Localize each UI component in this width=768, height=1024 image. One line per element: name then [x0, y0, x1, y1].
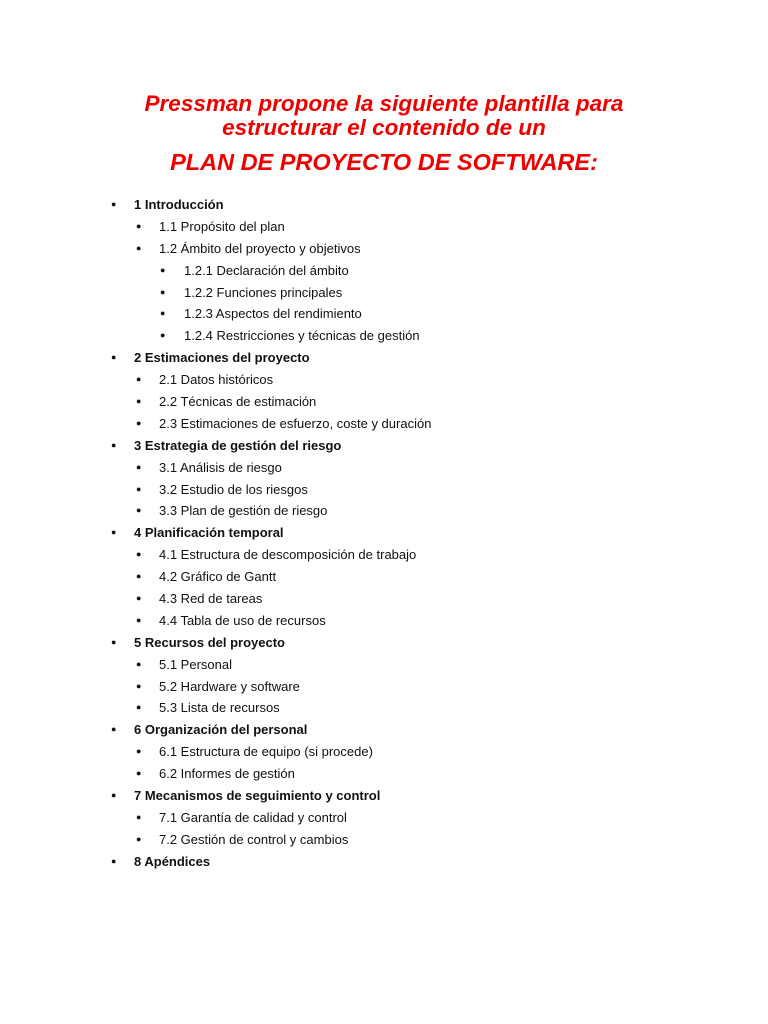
bullet-icon: ●	[136, 593, 142, 604]
outline-item-level-2	[0, 588, 768, 610]
outline-item-level-2	[0, 741, 768, 763]
bullet-icon: ●	[136, 483, 142, 494]
outline-item-level-1	[0, 194, 768, 216]
outline-item-label: 2.2 Técnicas de estimación	[159, 394, 317, 410]
outline-item-label: 5 Recursos del proyecto	[134, 634, 285, 650]
outline-item-level-1	[0, 435, 768, 457]
bullet-icon: ●	[136, 658, 142, 669]
bullet-icon: ●	[160, 330, 166, 341]
bullet-icon: ●	[136, 242, 142, 253]
outline-item-label: 7.2 Gestión de control y cambios	[159, 831, 349, 847]
outline-item-level-2	[0, 479, 768, 501]
outline-item-label: 1.2.3 Aspectos del rendimiento	[184, 306, 362, 322]
outline-item-level-2	[0, 763, 768, 785]
outline-item-label: 5.1 Personal	[159, 656, 232, 672]
outline-item-level-2	[0, 676, 768, 698]
bullet-icon: ●	[160, 308, 166, 319]
outline-item-level-2	[0, 807, 768, 829]
outline-item-level-3	[0, 260, 768, 282]
bullet-icon: ●	[111, 724, 117, 735]
outline-item-label: 1.2.4 Restricciones y técnicas de gestión	[184, 328, 420, 344]
bullet-icon: ●	[136, 833, 142, 844]
outline-item-level-3	[0, 282, 768, 304]
outline-item-level-2	[0, 829, 768, 851]
bullet-icon: ●	[136, 220, 142, 231]
outline-item-label: 2.1 Datos históricos	[159, 372, 274, 388]
outline-item-label: 4.2 Gráfico de Gantt	[159, 569, 277, 585]
bullet-icon: ●	[136, 680, 142, 691]
bullet-icon: ●	[136, 768, 142, 779]
outline-item-level-1	[0, 632, 768, 654]
bullet-icon: ●	[136, 374, 142, 385]
outline-item-level-2	[0, 610, 768, 632]
bullet-icon: ●	[111, 527, 117, 538]
outline-list	[0, 194, 768, 873]
outline-item-label: 2 Estimaciones del proyecto	[134, 350, 310, 366]
outline-item-level-2	[0, 654, 768, 676]
outline-item-label: 3.3 Plan de gestión de riesgo	[159, 503, 328, 519]
bullet-icon: ●	[136, 746, 142, 757]
outline-item-level-2	[0, 413, 768, 435]
outline-item-level-1	[0, 785, 768, 807]
bullet-icon: ●	[136, 811, 142, 822]
outline-item-level-2	[0, 544, 768, 566]
outline-item-label: 3 Estrategia de gestión del riesgo	[134, 437, 342, 453]
bullet-icon: ●	[111, 790, 117, 801]
bullet-icon: ●	[136, 461, 142, 472]
outline-item-label: 2.3 Estimaciones de esfuerzo, coste y duración	[159, 415, 432, 431]
outline-item-label: 6.1 Estructura de equipo (si procede)	[159, 744, 373, 760]
outline-item-label: 4 Planificación temporal	[134, 525, 284, 541]
bullet-icon: ●	[111, 855, 117, 866]
outline-item-label: 4.1 Estructura de descomposición de trabajo	[159, 547, 417, 563]
title-line-2: estructurar el contenido de un	[222, 115, 546, 140]
outline-item-label: 5.3 Lista de recursos	[159, 700, 280, 716]
bullet-icon: ●	[111, 439, 117, 450]
outline-item-level-3	[0, 325, 768, 347]
outline-item-label: 8 Apéndices	[134, 853, 211, 869]
outline-item-level-2	[0, 216, 768, 238]
bullet-icon: ●	[136, 505, 142, 516]
outline-item-label: 3.2 Estudio de los riesgos	[159, 481, 308, 497]
outline-item-level-2	[0, 500, 768, 522]
outline-item-label: 6.2 Informes de gestión	[159, 766, 295, 782]
outline-item-label: 1.2.2 Funciones principales	[184, 284, 343, 300]
outline-item-label: 1 Introducción	[134, 197, 224, 212]
outline-item-level-2	[0, 566, 768, 588]
outline-item-level-1	[0, 851, 768, 873]
outline-item-label: 3.1 Análisis de riesgo	[159, 459, 282, 475]
bullet-icon: ●	[136, 614, 142, 625]
bullet-icon: ●	[111, 352, 117, 363]
outline-item-label: 6 Organización del personal	[134, 722, 308, 738]
bullet-icon: ●	[160, 286, 166, 297]
outline-item-level-1	[0, 719, 768, 741]
bullet-icon: ●	[111, 199, 117, 209]
bullet-icon: ●	[111, 636, 117, 647]
outline-item-label: 7.1 Garantía de calidad y control	[159, 809, 347, 825]
document-title	[0, 92, 768, 176]
outline-item-level-2	[0, 238, 768, 260]
title-line-1: Pressman propone la siguiente plantilla para	[144, 91, 624, 116]
outline-item-level-1	[0, 522, 768, 544]
bullet-icon: ●	[136, 396, 142, 407]
outline-item-label: 5.2 Hardware y software	[159, 678, 300, 694]
outline-item-level-1	[0, 347, 768, 369]
outline-item-label: 4.3 Red de tareas	[159, 591, 263, 607]
outline-item-level-2	[0, 457, 768, 479]
bullet-icon: ●	[136, 571, 142, 582]
outline-item-label: 1.2 Ámbito del proyecto y objetivos	[159, 240, 361, 256]
outline-item-level-2	[0, 391, 768, 413]
outline-item-label: 1.2.1 Declaración del ámbito	[184, 262, 349, 278]
bullet-icon: ●	[160, 264, 166, 275]
outline-item-level-2	[0, 369, 768, 391]
bullet-icon: ●	[136, 417, 142, 428]
outline-item-level-3	[0, 303, 768, 325]
outline-item-label: 1.1 Propósito del plan	[159, 218, 285, 234]
title-line-3: PLAN DE PROYECTO DE SOFTWARE:	[170, 149, 598, 175]
outline-item-level-2	[0, 697, 768, 719]
outline-item-label: 4.4 Tabla de uso de recursos	[159, 612, 326, 628]
bullet-icon: ●	[136, 549, 142, 560]
bullet-icon: ●	[136, 702, 142, 713]
outline-item-label: 7 Mecanismos de seguimiento y control	[134, 788, 381, 804]
